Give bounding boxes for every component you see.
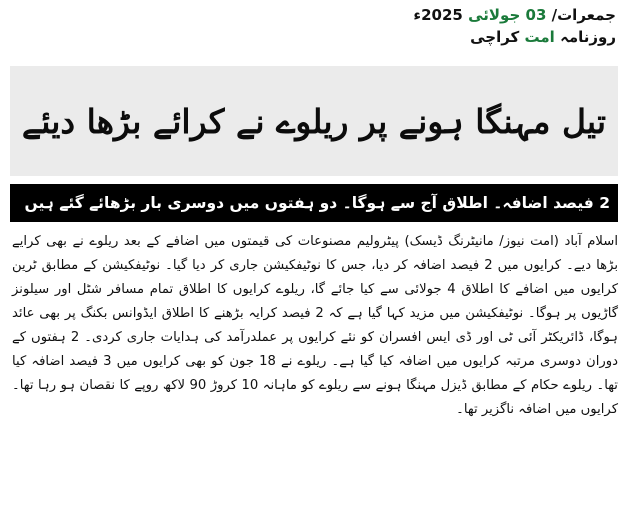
dateline-separator: / [551, 6, 558, 24]
dateline-date: 03 [525, 6, 547, 24]
headline-box [10, 66, 618, 176]
article-body [12, 230, 618, 422]
subhead: 2 فیصد اضافہ۔ اطلاق آج سے ہوگا۔ دو ہفتوں میں دوسری بار بڑھائے گئے ہیں [24, 194, 610, 212]
dateline-year: 2025ء [413, 6, 463, 24]
dateline-month: جولائی [468, 6, 521, 24]
newspaper-name [396, 28, 616, 46]
newspaper-prefix: روزنامہ [560, 28, 616, 46]
subhead-box [10, 184, 618, 222]
dateline-day: جمعرات [557, 6, 616, 24]
newspaper-accent: امت [524, 28, 555, 46]
newspaper-city: کراچی [470, 28, 520, 46]
headline: تیل مہنگا ہونے پر ریلوے نے کرائے بڑھا دیئے [21, 101, 607, 141]
dateline [396, 6, 616, 46]
article-text: اسلام آباد (امت نیوز/ مانیٹرنگ ڈیسک) پیٹرولیم مصنوعات کی قیمتوں میں اضافے کے بعد ریلوے نے بھی کرایے بڑھا دیے۔ کرایوں میں 2 فیصد اضافہ کر دیا، جس کا نوٹیفکیشن جاری کر دیا گیا۔ نوٹیفکیشن کے مطابق ٹرین کرایوں میں اضافے کا اطلاق 4 جولائی سے کیا جائے گا، ریلوے کرایوں کا اطلاق تمام مسافر شٹل اور سیلونز گاڑیوں پر ہوگا۔ نوٹیفکیشن میں مزید کہا گیا ہے کہ 2 فیصد کرایہ بڑھنے کا اطلاق ایڈوانس بکنگ پر بھی عائد ہوگا، ڈائریکٹر آئی ٹی اور ڈی ایس افسران کو نئے کرایوں پر عملدرآمد کی ہدایات جاری کردی۔ 2 ہفتوں کے دوران دوسری مرتبہ کرایوں میں اضافہ کیا گیا ہے۔ ریلوے نے 18 جون کو بھی کرایوں میں 3 فیصد اضافہ کیا تھا۔ ریلوے حکام کے مطابق ڈیزل مہنگا ہونے سے ریلوے کو ماہانہ 10 کروڑ 90 لاکھ روپے کا نقصان ہو رہا تھا۔ کرایوں میں اضافہ ناگزیر تھا۔ [12, 234, 618, 417]
